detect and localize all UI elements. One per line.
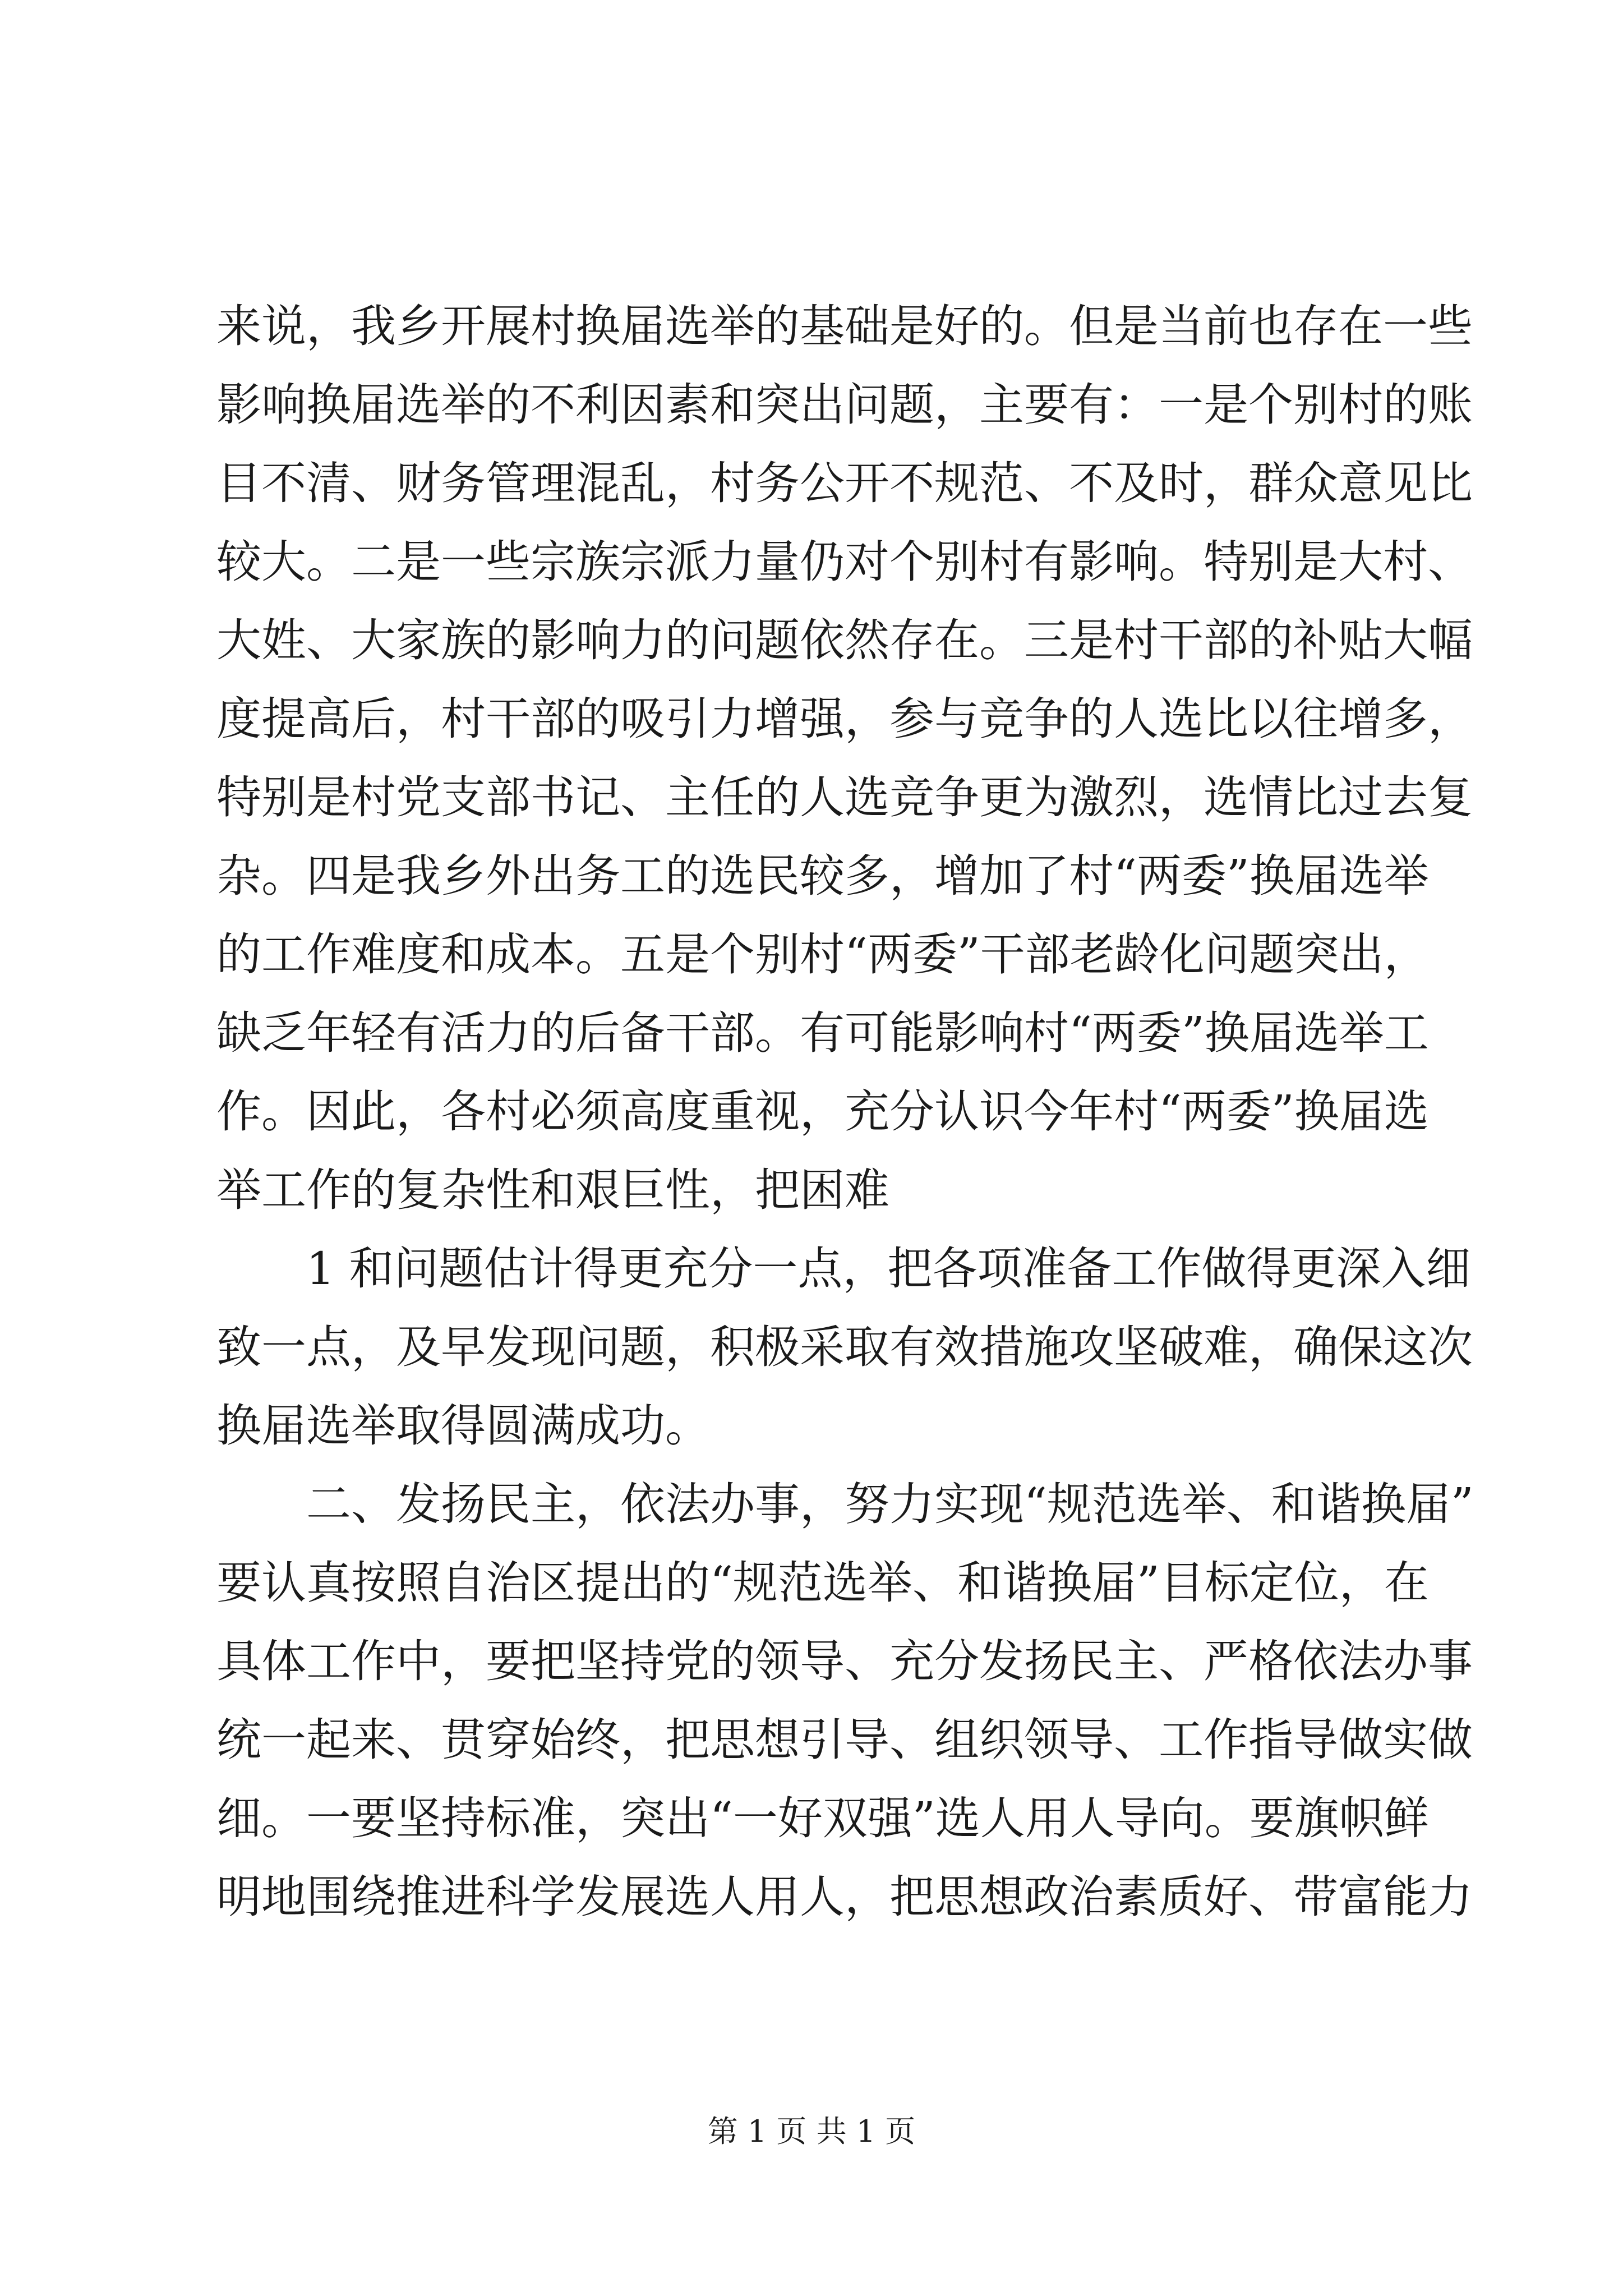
- text-line: 缺乏年轻有活力的后备干部。有可能影响村“两委”换届选举工: [216, 1007, 1429, 1059]
- document-body: [216, 287, 1474, 1936]
- text-line: 特别是村党支部书记、主任的人选竞争更为激烈，选情比过去复: [216, 771, 1473, 823]
- text-line: 致一点，及早发现问题，积极采取有效措施攻坚破难，确保这次: [216, 1321, 1473, 1373]
- text-line: 明地围绕推进科学发展选人用人，把思想政治素质好、带富能力: [216, 1871, 1473, 1923]
- text-line: 1 和问题估计得更充分一点，把各项准备工作做得更深入细: [306, 1243, 1471, 1295]
- page-number-label: 第 1 页 共 1 页: [707, 2114, 916, 2149]
- text-line: 影响换届选举的不利因素和突出问题，主要有：一是个别村的账: [216, 379, 1473, 431]
- text-line: 二、发扬民主，依法办事，努力实现“规范选举、和谐换届”: [306, 1478, 1474, 1530]
- text-line: 要认真按照自治区提出的“规范选举、和谐换届”目标定位，在: [216, 1557, 1429, 1609]
- text-line: 杂。四是我乡外出务工的选民较多，增加了村“两委”换届选举: [216, 850, 1429, 902]
- text-line: 细。一要坚持标准，突出“一好双强”选人用人导向。要旗帜鲜: [216, 1792, 1429, 1844]
- text-line: 举工作的复杂性和艰巨性，把困难: [216, 1164, 889, 1216]
- text-line: 来说，我乡开展村换届选举的基础是好的。但是当前也存在一些: [216, 300, 1473, 352]
- text-line: 的工作难度和成本。五是个别村“两委”干部老龄化问题突出，: [216, 928, 1429, 981]
- text-line: 目不清、财务管理混乱，村务公开不规范、不及时，群众意见比: [216, 457, 1473, 509]
- text-line: 作。因此，各村必须高度重视，充分认识今年村“两委”换届选: [216, 1085, 1429, 1138]
- text-line: 度提高后，村干部的吸引力增强，参与竞争的人选比以往增多，: [216, 693, 1473, 745]
- text-line: 较大。二是一些宗族宗派力量仍对个别村有影响。特别是大村、: [216, 536, 1473, 588]
- text-line: 具体工作中，要把坚持党的领导、充分发扬民主、严格依法办事: [216, 1635, 1473, 1687]
- text-line: 统一起来、贯穿始终，把思想引导、组织领导、工作指导做实做: [216, 1714, 1473, 1766]
- page-footer: [0, 2112, 1623, 2151]
- text-line: 换届选举取得圆满成功。: [216, 1400, 710, 1452]
- text-line: 大姓、大家族的影响力的问题依然存在。三是村干部的补贴大幅: [216, 614, 1473, 666]
